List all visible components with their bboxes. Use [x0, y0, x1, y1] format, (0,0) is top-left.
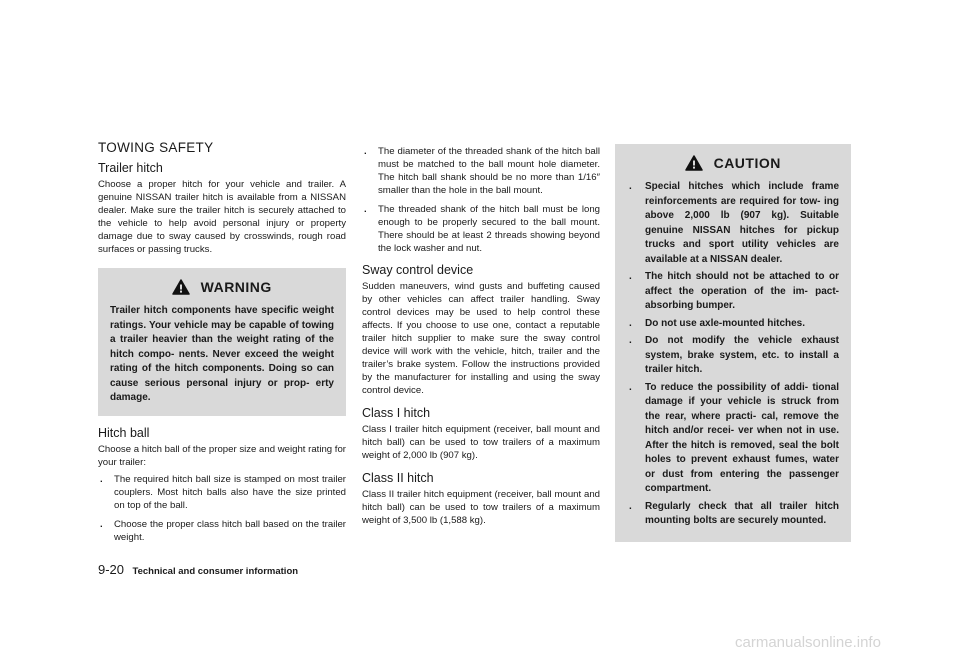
bullet-dot: .: [364, 204, 367, 215]
middle-column: [362, 140, 600, 527]
hitch-ball-heading: Hitch ball: [98, 425, 150, 440]
list-item-text: Regularly check that all trailer hitch mounting bolts are securely mounted.: [645, 500, 839, 526]
warning-box: [98, 268, 346, 416]
bullet-dot: .: [629, 271, 632, 282]
bullet-dot: .: [100, 473, 103, 485]
list-item-text: Do not use axle-mounted hitches.: [645, 317, 806, 329]
class2-text: Class II trailer hitch equipment (receiver, ball mount and hitch ball) can be used to tow trailers of a maximum weight of 3,500 lb (1,588 kg).: [362, 489, 600, 526]
caution-title: CAUTION: [713, 154, 781, 171]
caution-icon: [685, 155, 703, 171]
warning-text: Trailer hitch components have specific weight ratings. Your vehicle may be capable of towing a trailer heavier than the weight rating of the hitch compo- nents. Never exceed the weight rating of the hitch components. Doing so can cause serious personal injury or prop- erty damage.: [110, 305, 334, 403]
sway-control-heading: Sway control device: [362, 263, 474, 277]
hitch-ball-list: [98, 473, 346, 544]
caution-list: [627, 180, 839, 529]
list-item: [98, 473, 346, 512]
hitch-ball-text: Choose a hitch ball of the proper size and weight rating for your trailer:: [98, 443, 346, 468]
class1-text: Class I trailer hitch equipment (receiver, ball mount and hitch ball) can be used to tow trailers of a maximum weight of 2,000 lb (907 kg).: [362, 424, 600, 461]
trailer-hitch-text: Choose a proper hitch for your vehicle and trailer. A genuine NISSAN trailer hitch is available from a NISSAN dealer. Make sure the trailer hitch is securely attached to the vehicle to help avoid personal injury or property damage due to sway caused by crosswinds, rough road surfaces or passing trucks.: [98, 179, 346, 255]
list-item: [627, 381, 839, 497]
list-item: [98, 518, 346, 544]
class1-heading: Class I hitch: [362, 406, 431, 420]
caution-header: [627, 154, 839, 172]
bullet-dot: .: [629, 335, 632, 346]
list-item: [627, 180, 839, 267]
list-item-text: To reduce the possibility of addi- tional damage if your vehicle is struck from the rear, where practi- cal, remove the hitch and/or recei- ver when not in use. After the hitch is removed, seal the bolt holes to prevent exhaust fumes, water or dust from entering the passenger compartment.: [645, 381, 839, 494]
list-item-text: Special hitches which include frame reinforcements are required for tow- ing above 2,000 lb (907 kg). Suitable genuine NISSAN hitches for pickup trucks and sport utility vehicles are available at a NISSAN dealer.: [645, 181, 839, 265]
page-heading: TOWING SAFETY: [98, 140, 214, 155]
class2-heading: Class II hitch: [362, 471, 434, 485]
list-item-text: The diameter of the threaded shank of the hitch ball must be matched to the ball mount hole diameter. The hitch ball shank should be no more than 1/16″ smaller than the hole in the ball mount.: [378, 146, 600, 196]
list-item-text: The hitch should not be attached to or affect the operation of the im- pact-absorbing bumper.: [645, 271, 839, 311]
hitch-ball-list-continued: [362, 145, 600, 255]
list-item: [627, 270, 839, 314]
warning-title: WARNING: [200, 278, 272, 295]
warning-icon: [172, 279, 190, 295]
caution-box: [615, 144, 851, 542]
list-item-text: The required hitch ball size is stamped on most trailer couplers. Most hitch balls also have the size printed on top of the ball.: [114, 473, 346, 511]
list-item: [627, 334, 839, 378]
section-title: Technical and consumer information: [132, 566, 299, 577]
list-item: [362, 203, 600, 255]
list-item: [362, 145, 600, 197]
left-column: [98, 140, 346, 550]
bullet-dot: .: [629, 381, 632, 393]
bullet-dot: .: [629, 181, 632, 192]
watermark: carmanualsonline.info: [735, 634, 881, 651]
list-item-text: Do not modify the vehicle exhaust system, brake system, etc. to install a trailer hitch.: [645, 335, 839, 375]
warning-header: [110, 278, 334, 296]
list-item: [627, 317, 839, 332]
bullet-dot: .: [629, 317, 632, 329]
list-item-text: Choose the proper class hitch ball based on the trailer weight.: [114, 518, 346, 543]
bullet-dot: .: [364, 146, 367, 157]
list-item-text: The threaded shank of the hitch ball must be long enough to be properly secured to the ball mount. There should be at least 2 threads showing beyond the lock washer and nut.: [378, 204, 600, 254]
page-number: 9-20: [98, 562, 125, 577]
bullet-dot: .: [629, 500, 632, 512]
sway-control-text: Sudden maneuvers, wind gusts and buffeting caused by other vehicles can affect trailer handling. Sway control devices may be used to help control these affects. If you choose to use one, contact a reputable trailer hitch supplier to make sure the sway control device will work with the vehicle, hitch, trailer and the trailer’s brake system. Follow the instructions provided by the manufacturer for installing and using the sway control device.: [362, 281, 600, 396]
list-item: [627, 500, 839, 529]
right-column: [615, 144, 851, 542]
bullet-dot: .: [100, 518, 103, 530]
page-footer: [98, 561, 298, 579]
trailer-hitch-heading: Trailer hitch: [98, 161, 163, 175]
